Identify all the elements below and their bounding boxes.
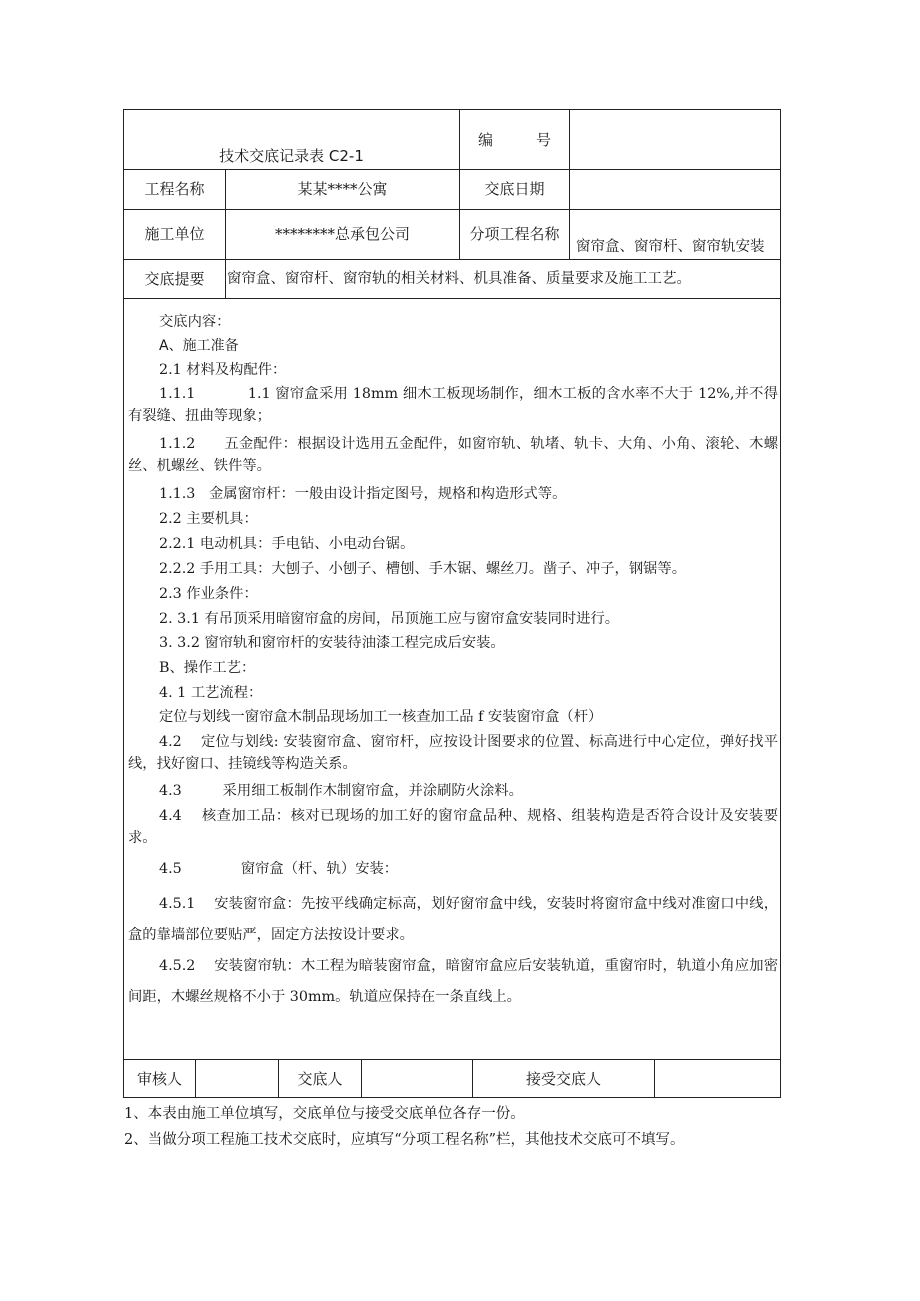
item-3-3-2: 3. 3.2 窗帘轨和窗帘杆的安装待油漆工程完成后安装。 xyxy=(159,635,505,651)
note-2: 2、当做分项工程施工技术交底时，应填写“分项工程名称”栏，其他技术交底可不填写。 xyxy=(124,1132,685,1148)
process-flow: 定位与划线一窗帘盒木制品现场加工一核查加工品 f 安装窗帘盒（杆） xyxy=(159,709,603,725)
table-rule xyxy=(195,1059,196,1098)
item-4-5-1: 4.5.1 安装窗帘盒：先按平线确定标高，划好窗帘盒中线，安装时将窗帘盒中线对准窗口中线，盒的靠墙部位要贴严，固定方法按设计要求。 xyxy=(128,896,778,943)
section-b: B、操作工艺： xyxy=(159,660,256,676)
discloser-label: 交底人 xyxy=(297,1070,343,1088)
table-rule xyxy=(123,169,781,170)
item-4-5: 4.5 窗帘盒（杆、轨）安装： xyxy=(159,861,399,877)
contractor-value[interactable]: ********总承包公司 xyxy=(274,225,410,243)
table-rule xyxy=(654,1059,655,1098)
section-2-1: 2.1 材料及构配件： xyxy=(159,362,287,378)
section-2-2: 2.2 主要机具： xyxy=(159,511,258,527)
date-label: 交底日期 xyxy=(484,180,545,198)
item-2-2-2: 2.2.2 手用工具：大刨子、小刨子、槽刨、手木锯、螺丝刀。凿子、冲子，钢锯等。 xyxy=(159,561,687,577)
subproject-label: 分项工程名称 xyxy=(469,225,560,243)
table-border-left xyxy=(123,109,124,1098)
section-4-1: 4. 1 工艺流程： xyxy=(159,685,263,701)
receiver-label: 接受交底人 xyxy=(525,1070,601,1088)
table-border-top xyxy=(123,109,781,110)
content-heading: 交底内容： xyxy=(159,314,231,330)
item-4-4: 4.4 核查加工品：核对已现场的加工好的窗帘盒品种、规格、组装构造是否符合设计及安装要求。 xyxy=(128,808,778,846)
item-4-2: 4.2 定位与划线: 安装窗帘盒、窗帘杆，应按设计图要求的位置、标高进行中心定位，弹好找平线，找好窗口、挂镜线等构造关系。 xyxy=(128,734,778,772)
note-1: 1、本表由施工单位填写，交底单位与接受交底单位各存一份。 xyxy=(124,1106,525,1122)
project-label: 工程名称 xyxy=(144,180,205,198)
table-rule xyxy=(123,209,781,210)
item-4-5-2: 4.5.2 安装窗帘轨：木工程为暗装窗帘盒，暗窗帘盒应后安装轨道，重窗帘时，轨道小角应加密间距，木螺丝规格不小于 30mm。轨道应保持在一条直线上。 xyxy=(128,958,778,1005)
summary-label: 交底提要 xyxy=(144,270,205,288)
number-label: 编 号 xyxy=(478,131,551,149)
table-rule xyxy=(361,1059,362,1098)
item-1-1-2: 1.1.2 五金配件：根据设计选用五金配件，如窗帘轨、轨堵、轨卡、大角、小角、滚轮、木螺丝、机螺丝、铁件等。 xyxy=(128,436,778,474)
item-1-1-3: 1.1.3 金属窗帘杆：一般由设计指定图号，规格和构造形式等。 xyxy=(159,486,567,502)
item-1-1-1: 1.1.1 1.1 窗帘盒采用 18mm 细木工板现场制作，细木工板的含水率不大于 12%,并不得有裂缝、扭曲等现象； xyxy=(128,386,778,424)
contractor-label: 施工单位 xyxy=(144,225,205,243)
section-a: A、施工准备 xyxy=(159,338,239,354)
reviewer-label: 审核人 xyxy=(136,1070,182,1088)
summary-value[interactable]: 窗帘盒、窗帘杆、窗帘轨的相关材料、机具准备、质量要求及施工工艺。 xyxy=(227,271,691,287)
section-2-3: 2.3 作业条件： xyxy=(159,586,258,602)
table-rule xyxy=(569,109,570,259)
item-4-3: 4.3 采用细工板制作木制窗帘盒，并涂刷防火涂料。 xyxy=(159,783,523,799)
subproject-value[interactable]: 窗帘盒、窗帘杆、窗帘轨安装 xyxy=(576,239,765,255)
table-border-bottom xyxy=(123,1097,781,1098)
table-rule xyxy=(123,1059,781,1060)
item-2-3-1: 2. 3.1 有吊顶采用暗窗帘盒的房间，吊顶施工应与窗帘盒安装同时进行。 xyxy=(159,611,620,627)
table-rule xyxy=(123,259,781,260)
item-2-2-1: 2.2.1 电动机具：手电钻、小电动台锯。 xyxy=(159,536,415,552)
table-rule xyxy=(123,298,781,299)
project-value[interactable]: 某某****公寓 xyxy=(297,180,388,198)
form-title: 技术交底记录表 C2-1 xyxy=(219,147,364,165)
